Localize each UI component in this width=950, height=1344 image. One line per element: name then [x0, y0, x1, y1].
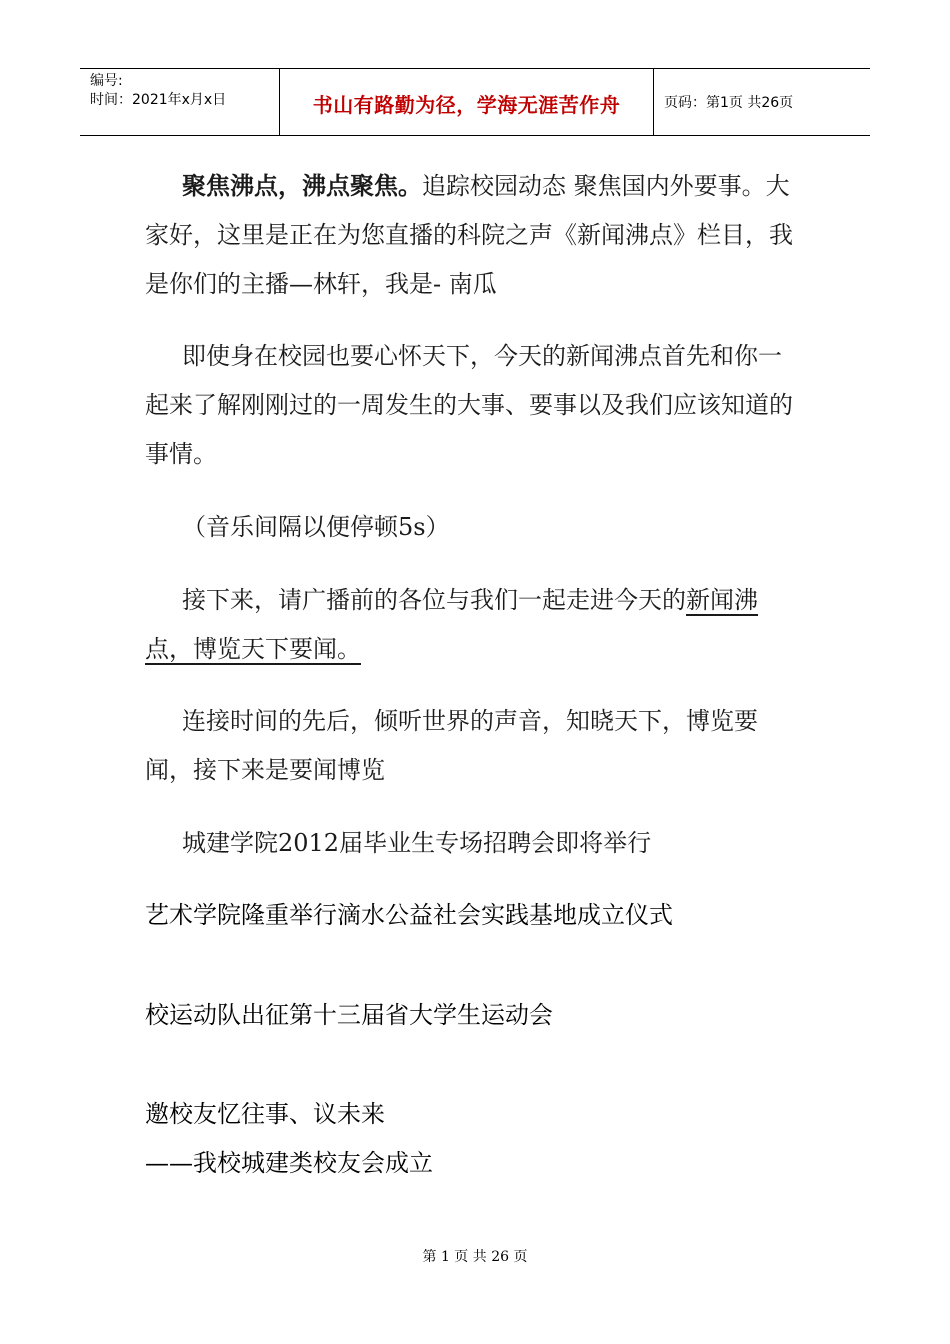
news-item-2: 艺术学院隆重举行滴水公益社会实践基地成立仪式	[145, 901, 673, 929]
number-label: 编号:	[90, 73, 123, 89]
paragraph-2: 即使身在校园也要心怀天下，今天的新闻沸点首先和你一起来了解刚刚过的一周发生的大事、要事以及我们应该知道的事情。	[145, 342, 793, 468]
news-item-3: 校运动队出征第十三届省大学生运动会	[145, 1001, 553, 1029]
header-motto: 书山有路勤为径，学海无涯苦作舟	[280, 69, 654, 135]
intro-paragraph	[145, 162, 805, 309]
paragraph-5: 连接时间的先后，倾听世界的声音，知晓天下，博览要闻，接下来是要闻博览	[145, 707, 758, 784]
music-note: （音乐间隔以便停顿5s）	[182, 513, 450, 541]
paragraph-4-underlined: 新闻沸点，博览天下要闻。	[145, 586, 758, 663]
header-page-info: 页码：第1页 共26页	[664, 95, 794, 111]
paragraph-4	[145, 576, 805, 674]
paragraph-4-text: 接下来，请广播前的各位与我们一起走进今天的	[182, 586, 686, 614]
intro-rest-text: 追踪校园动态 聚焦国内外要事。大家好，这里是正在为您直播的科院之声《新闻沸点》栏目，我是你们的主播—林轩，我是- 南瓜	[145, 172, 793, 298]
page-footer: 第 1 页 共 26 页	[422, 1249, 528, 1265]
header-meta	[80, 69, 280, 135]
news-item-1: 城建学院2012届毕业生专场招聘会即将举行	[182, 829, 652, 857]
document-header	[80, 68, 870, 136]
news-item-4-title: 邀校友忆往事、议未来	[145, 1100, 385, 1128]
news-item-4-subtitle: ——我校城建类校友会成立	[145, 1149, 433, 1177]
intro-bold-text: 聚焦沸点，沸点聚焦。	[182, 172, 422, 200]
time-label: 时间：2021年x月x日	[90, 92, 227, 108]
